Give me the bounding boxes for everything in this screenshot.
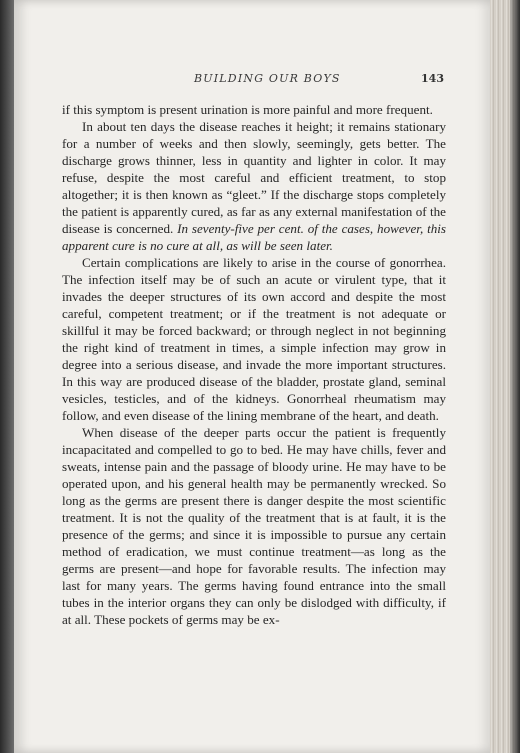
running-title: BUILDING OUR BOYS — [194, 72, 341, 85]
paragraph-deeper-disease: When disease of the deeper parts occur the patient is frequently incapacitated and compelled to go to bed. He may have chills, fever and sweats, intense pain and the passage of bloody urine. He may have to be operated upon, and his general health may be permanently wrecked. So long as the germs are present there is danger despite the most scientific treatment. It is not the quality of the treatment that is at fault, it is the presence of the germs; and since it is impossible to pursue any certain method of eradication, we must continue treatment—as long as the germs are present—and hope for favorable results. The infection may last for many years. The germs having found entrance into the small tubes in the interior organs they can only be dislodged with difficulty, if at all. These pockets of germs may be ex- — [62, 425, 446, 627]
paragraph-disease-course — [62, 118, 446, 254]
paragraph-continuation: if this symptom is present urination is more painful and more frequent. — [62, 102, 433, 117]
paragraph-text: In about ten days the disease reaches it height; it remains stationary for a number of weeks and then slowly, seemingly, gets better. The discharge grows thinner, less in quantity and lighter in color. It may refuse, despite the most careful and efficient treatment, to stop altogether; it is then known as “gleet.” If the discharge stops completely the patient is apparently cured, as far as any external manifestation of the disease is concerned. — [62, 119, 446, 236]
running-header — [74, 72, 444, 90]
page-number: 143 — [421, 72, 444, 85]
paragraph-italic-note: In seventy-five per cent. of the cases, however, this apparent cure is no cure at all, as will be seen later. — [62, 221, 446, 253]
paragraph-complications: Certain complications are likely to arise in the course of gonorrhea. The infection itself may be of such an acute or virulent type, that it invades the deeper structures of its own accord and despite the most careful, competent treatment; or if the treatment is not adequate or skillful it may be forced backward; or through neglect in not beginning the right kind of treatment in times, a simple infection may grow in degree into a serious disease, and invade the more important structures. In this way are produced disease of the bladder, prostate gland, seminal vesicles, testicles, and of the kidneys. Gonorrheal rheumatism may follow, and even disease of the lining membrane of the heart, and death. — [62, 255, 446, 423]
book-gutter-shadow — [0, 0, 14, 753]
book-page — [14, 0, 490, 753]
page-body — [62, 101, 446, 628]
page-stack-edge — [490, 0, 520, 753]
